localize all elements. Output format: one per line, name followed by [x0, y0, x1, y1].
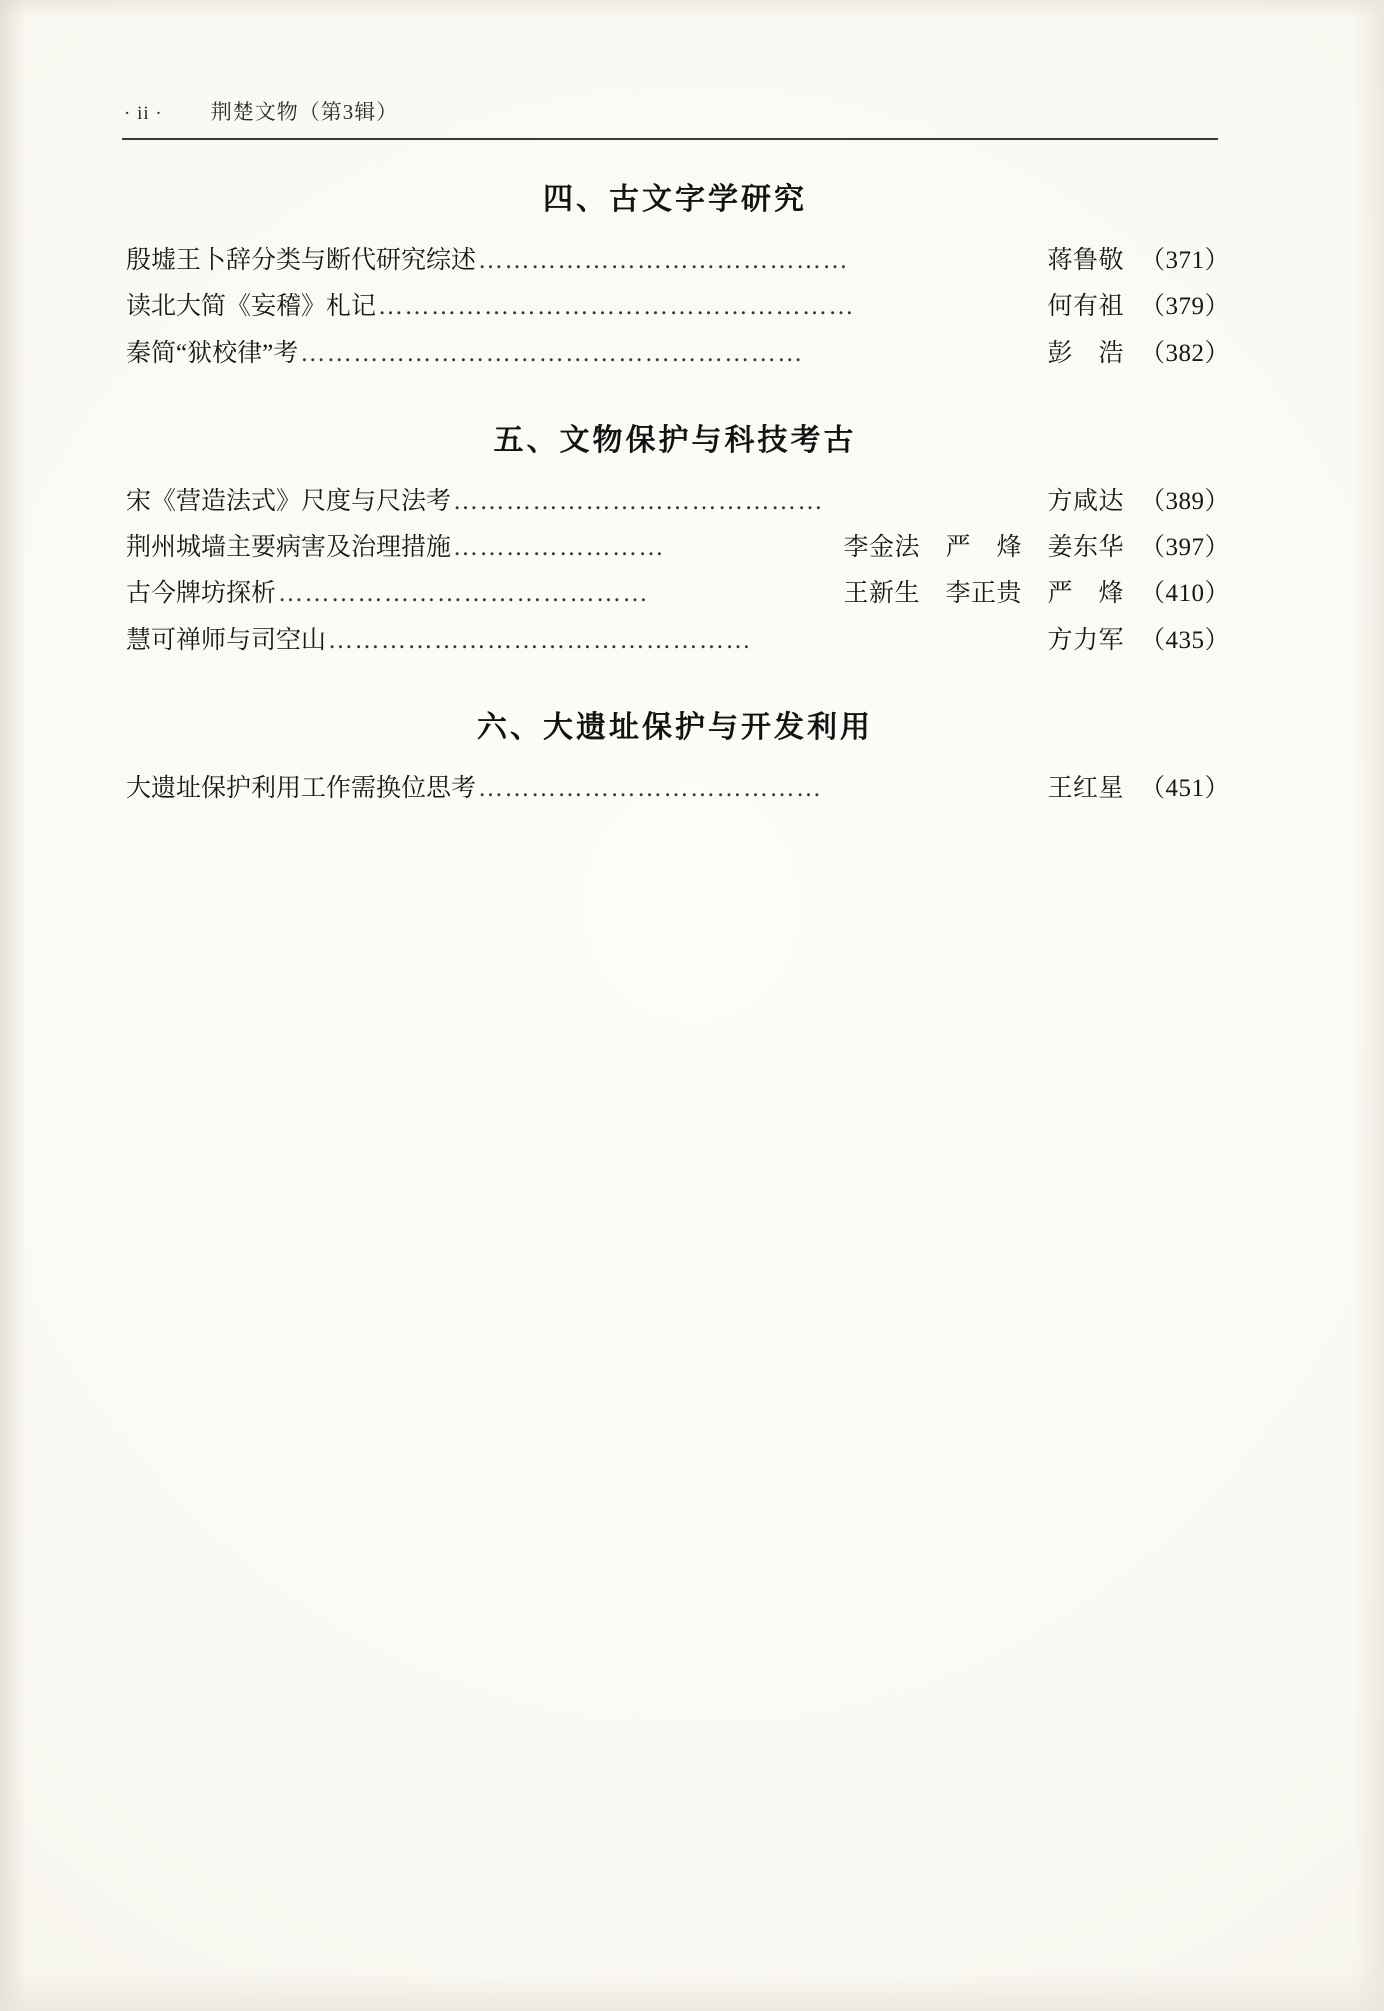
toc-entry-list [120, 766, 1230, 812]
toc-entry-authors: 王新生 李正贵 严 烽 [843, 580, 1124, 608]
scan-edge-top [0, 0, 1384, 18]
toc-entry-page: （451） [1139, 774, 1230, 802]
toc-entry-list [120, 479, 1230, 664]
toc-entry-authors: 方咸达 [1047, 487, 1124, 515]
toc-entry-list [120, 238, 1230, 377]
toc-entry-title: 大遗址保护利用工作需换位思考 [126, 774, 477, 802]
toc-entry-title: 宋《营造法式》尺度与尺法考 [126, 487, 452, 515]
toc-entry[interactable] [120, 525, 1230, 571]
toc-entry-authors: 王红星 [1047, 774, 1124, 802]
toc-entry-page: （379） [1139, 293, 1230, 321]
running-head [120, 96, 1230, 126]
toc-entry-title: 荆州城墙主要病害及治理措施 [126, 534, 452, 561]
toc-entry[interactable] [120, 479, 1230, 525]
toc-entry-page: （389） [1139, 487, 1230, 515]
toc-entry[interactable] [120, 766, 1230, 812]
toc-leader-dots: …………………………………… [453, 487, 825, 515]
toc-entry-title: 秦简“狱校律”考 [126, 339, 299, 367]
toc-entry-title: 殷墟王卜辞分类与断代研究综述 [126, 247, 477, 274]
toc-entry-authors: 方力军 [1047, 626, 1124, 654]
toc-entry-authors: 彭 浩 [1047, 339, 1124, 367]
section-heading: 六、大遗址保护与开发利用 [477, 709, 873, 745]
toc-entry-authors: 何有祖 [1047, 293, 1124, 321]
toc-entry-page: （397） [1139, 534, 1230, 561]
folio-number: · ii · [124, 103, 163, 124]
toc-leader-dots: ………………………………………………… [300, 339, 804, 367]
toc-entry[interactable] [120, 238, 1230, 284]
toc-entry-authors: 蒋鲁敬 [1047, 247, 1124, 274]
toc-entry[interactable] [120, 284, 1230, 330]
toc-entry-title: 慧可禅师与司空山 [126, 626, 327, 654]
book-title: 荆楚文物（第3辑） [210, 100, 399, 124]
scan-edge-right [1354, 0, 1384, 2011]
toc-entry-page: （410） [1139, 580, 1230, 608]
header-rule [122, 138, 1218, 140]
toc-section-6 [120, 702, 1230, 812]
toc-section-4 [120, 174, 1230, 377]
toc-leader-dots: …………………… [453, 534, 666, 561]
section-heading: 五、文物保护与科技考古 [493, 422, 857, 458]
toc-entry-page: （371） [1139, 247, 1230, 274]
toc-entry-authors: 李金法 严 烽 姜东华 [843, 534, 1124, 561]
toc-leader-dots: ………………………………… [478, 774, 823, 802]
toc-section-5 [120, 415, 1230, 664]
scan-edge-left [0, 0, 26, 2011]
toc-entry[interactable] [120, 571, 1230, 617]
toc-entry-page: （382） [1139, 339, 1230, 367]
toc-leader-dots: ……………………………………………… [378, 293, 856, 321]
toc-entry[interactable] [120, 618, 1230, 664]
scan-edge-bottom [0, 1971, 1384, 2011]
toc-leader-dots: …………………………………… [278, 580, 650, 608]
toc-entry-title: 读北大简《妄稽》札记 [126, 293, 377, 321]
toc-entry-page: （435） [1139, 626, 1230, 654]
toc-leader-dots: …………………………………… [478, 247, 850, 274]
toc-entry[interactable] [120, 331, 1230, 377]
page-content [120, 96, 1230, 812]
toc-entry-title: 古今牌坊探析 [126, 580, 277, 608]
toc-leader-dots: ………………………………………… [328, 626, 753, 654]
section-heading: 四、古文字学研究 [543, 182, 807, 217]
